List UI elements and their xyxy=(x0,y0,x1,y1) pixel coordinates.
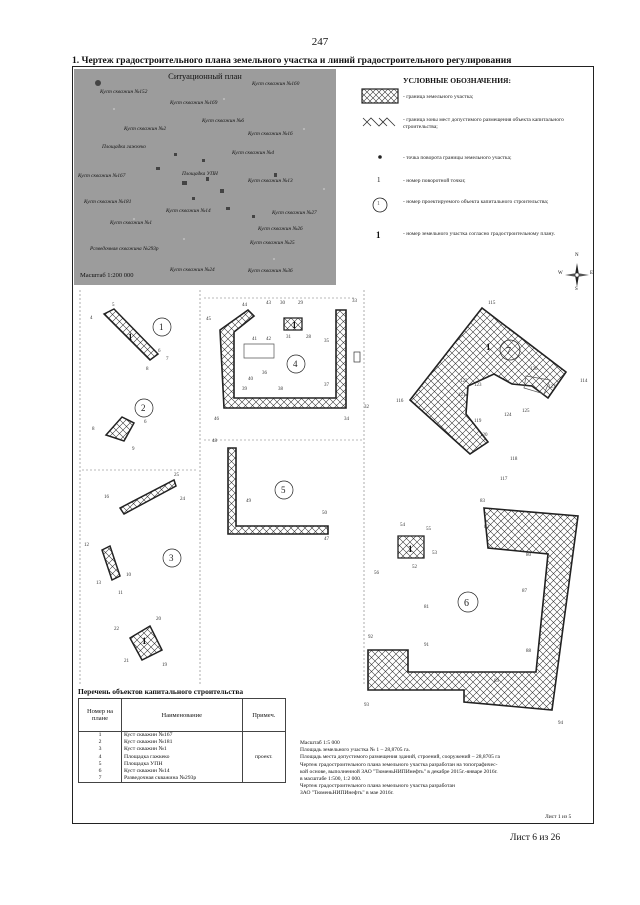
plan-4-number: 4 xyxy=(293,359,298,369)
plan-6-number: 6 xyxy=(464,598,469,609)
note-line: кой основе, выполненной ЗАО "ТюменьНИПИнефть" в декабре 2015г.-январе 2016г. xyxy=(300,768,498,775)
table-cell: 6 xyxy=(98,767,102,774)
legend-item: - граница зоны мест допустимого размещения объекта капитального строительства; xyxy=(403,117,564,130)
sit-label: Куст скважин №26 xyxy=(258,226,303,232)
situational-plan-title: Ситуационный план xyxy=(168,71,242,81)
svg-text:38: 38 xyxy=(278,387,283,392)
objects-table-title: Перечень объектов капитального строительства xyxy=(78,687,244,696)
page-number: 247 xyxy=(311,36,329,48)
legend-zone-symbol xyxy=(363,118,395,126)
svg-text:53: 53 xyxy=(432,551,437,556)
svg-text:40: 40 xyxy=(248,377,253,382)
svg-text:32: 32 xyxy=(364,405,369,410)
sit-label: Площадка УПН xyxy=(182,171,218,177)
note-line: Чертеж градостроительного плана земельного участка разработан на топографичес- xyxy=(300,761,498,768)
svg-text:87: 87 xyxy=(522,589,527,594)
note-line: Масштаб 1:5 000 xyxy=(300,740,340,746)
svg-text:118: 118 xyxy=(510,457,518,462)
svg-text:50: 50 xyxy=(322,511,327,516)
plan-3 xyxy=(84,473,186,668)
svg-text:82: 82 xyxy=(484,525,489,530)
note-line: Площадь земельного участка № 1 – 28,8705 га. xyxy=(300,747,410,754)
table-cell: 3 xyxy=(98,746,102,753)
sit-label: Площадка гажкеко xyxy=(102,144,146,150)
svg-text:5: 5 xyxy=(112,303,115,308)
svg-text:39: 39 xyxy=(242,387,247,392)
table-cell: 4 xyxy=(98,753,102,760)
header-number: Номер на плане xyxy=(79,699,122,732)
sit-label: Разведочная скважина №293р xyxy=(90,246,159,252)
svg-text:25: 25 xyxy=(174,473,179,478)
svg-text:127: 127 xyxy=(548,385,556,390)
sheet-info: Лист 1 из 5 xyxy=(545,814,572,820)
svg-text:43: 43 xyxy=(266,301,271,306)
sit-label: Куст скважин №13 xyxy=(248,178,293,184)
svg-text:54: 54 xyxy=(400,523,405,528)
svg-text:80: 80 xyxy=(526,553,531,558)
numbers-column xyxy=(79,732,122,783)
plan-6-site: 1 xyxy=(408,544,413,554)
plan-5-number: 5 xyxy=(281,485,286,495)
svg-text:122: 122 xyxy=(460,379,468,384)
sit-label: Куст скважин №27 xyxy=(272,210,317,216)
legend-item: - номер проектируемого объекта капитального строительства; xyxy=(403,199,549,205)
svg-text:34: 34 xyxy=(344,417,349,422)
svg-text:114: 114 xyxy=(580,379,588,384)
plan-4-site: 1 xyxy=(292,320,297,330)
legend-object-number-text: 1 xyxy=(377,201,380,207)
svg-text:30: 30 xyxy=(280,301,285,306)
svg-text:4: 4 xyxy=(90,316,93,321)
note-cell: проект. xyxy=(242,732,285,783)
plan-2-number: 2 xyxy=(141,403,146,413)
legend-item: - граница земельного участка; xyxy=(403,94,474,100)
svg-text:41: 41 xyxy=(252,337,257,342)
svg-text:47: 47 xyxy=(324,537,329,542)
compass-e: E xyxy=(590,271,594,276)
svg-text:120: 120 xyxy=(480,433,488,438)
sit-label: Куст скважин №181 xyxy=(84,199,132,205)
svg-text:29: 29 xyxy=(298,301,303,306)
svg-text:121: 121 xyxy=(458,393,466,398)
svg-text:93: 93 xyxy=(364,703,369,708)
sit-label: Куст скважин №152 xyxy=(100,89,148,95)
header-name: Наименование xyxy=(121,699,242,732)
svg-text:123: 123 xyxy=(474,383,482,388)
svg-text:45: 45 xyxy=(206,317,211,322)
legend-land-boundary-symbol xyxy=(362,89,398,103)
plan-2 xyxy=(92,399,153,452)
sit-label: Куст скважин №2 xyxy=(124,126,167,132)
svg-text:22: 22 xyxy=(114,627,119,632)
svg-text:6: 6 xyxy=(144,420,147,425)
sit-label: Куст скважин №16 xyxy=(248,131,293,137)
compass-w: W xyxy=(558,271,563,276)
svg-text:36: 36 xyxy=(262,371,267,376)
objects-table xyxy=(78,698,286,783)
svg-text:13: 13 xyxy=(96,581,101,586)
table-cell: Куст скважин №167 xyxy=(123,732,173,738)
sit-label: Куст скважин №25 xyxy=(250,240,295,246)
table-cell: Площадка гажкеко xyxy=(123,753,170,760)
note-line: ЗАО "ТюменьНИПИнефть" в мае 2016г. xyxy=(300,790,394,797)
svg-text:10: 10 xyxy=(126,573,131,578)
legend-item: - номер поворотной точки; xyxy=(403,178,466,184)
svg-text:83: 83 xyxy=(480,499,485,504)
page-footer: Лист 6 из 26 xyxy=(510,833,561,843)
plan-7-number: 7 xyxy=(506,346,511,357)
svg-text:24: 24 xyxy=(180,497,185,502)
plan-1-site: 1 xyxy=(128,332,133,342)
legend-turning-point-symbol xyxy=(378,155,382,159)
svg-text:8: 8 xyxy=(92,427,95,432)
svg-text:126: 126 xyxy=(530,367,538,372)
svg-text:56: 56 xyxy=(374,571,379,576)
table-cell: Куст скважин №14 xyxy=(123,767,170,774)
sit-label: Куст скважин №24 xyxy=(170,267,215,273)
plan-5 xyxy=(212,439,330,542)
table-cell: 7 xyxy=(98,775,102,782)
svg-text:6: 6 xyxy=(158,349,161,354)
compass-n: N xyxy=(575,253,579,258)
svg-text:94: 94 xyxy=(558,721,563,726)
plan-7 xyxy=(396,301,588,482)
svg-text:12: 12 xyxy=(84,543,89,548)
svg-text:21: 21 xyxy=(124,659,129,664)
table-cell: 5 xyxy=(98,760,102,767)
table-cell: Куст скважин №181 xyxy=(123,739,173,746)
svg-text:81: 81 xyxy=(424,605,429,610)
table-cell: Разведочная скважина №293р xyxy=(123,775,197,782)
plan-1 xyxy=(90,303,171,372)
svg-text:16: 16 xyxy=(104,495,109,500)
table-cell: Куст скважин №1 xyxy=(123,746,167,753)
svg-text:91: 91 xyxy=(424,643,429,648)
drawing-notes xyxy=(300,740,590,798)
svg-text:116: 116 xyxy=(396,399,404,404)
svg-text:11: 11 xyxy=(118,591,123,596)
table-cell: Площадка УПН xyxy=(123,760,163,767)
situational-plan-scale: Масштаб 1:200 000 xyxy=(80,272,134,279)
svg-text:8: 8 xyxy=(146,367,149,372)
svg-text:31: 31 xyxy=(286,335,291,340)
svg-text:19: 19 xyxy=(162,663,167,668)
note-line: Чертеж градостроительного плана земельного участка разработан xyxy=(300,783,455,790)
sit-label: Куст скважин №160 xyxy=(252,81,300,87)
legend-point-number-symbol: 1 xyxy=(377,176,381,184)
svg-text:119: 119 xyxy=(474,419,482,424)
svg-text:7: 7 xyxy=(166,357,169,362)
svg-text:46: 46 xyxy=(214,417,219,422)
compass-rose-icon xyxy=(562,260,592,290)
svg-text:92: 92 xyxy=(368,635,373,640)
svg-text:37: 37 xyxy=(324,383,329,388)
legend-title: УСЛОВНЫЕ ОБОЗНАЧЕНИЯ: xyxy=(403,76,511,85)
situational-plan xyxy=(74,69,336,285)
legend-item: - номер земельного участка согласно градостроительному плану. xyxy=(403,231,556,237)
svg-text:49: 49 xyxy=(246,499,251,504)
drawing-title: 1. Чертеж градостроительного плана земельного участка и линий градостроительного регулирования xyxy=(72,56,512,66)
svg-text:117: 117 xyxy=(500,477,508,482)
plan-7-site: 1 xyxy=(486,342,491,352)
svg-text:52: 52 xyxy=(412,565,417,570)
svg-text:115: 115 xyxy=(488,301,496,306)
svg-text:42: 42 xyxy=(266,337,271,342)
svg-text:20: 20 xyxy=(156,617,161,622)
plan-3-site: 1 xyxy=(142,636,147,646)
svg-text:9: 9 xyxy=(132,447,135,452)
sit-label: Куст скважин №167 xyxy=(78,173,126,179)
svg-text:88: 88 xyxy=(526,649,531,654)
sit-label: Куст скважин №36 xyxy=(248,268,293,274)
svg-text:28: 28 xyxy=(306,335,311,340)
sit-label: Куст скважин №1 xyxy=(110,220,153,226)
svg-text:89: 89 xyxy=(494,679,499,684)
sit-label: Куст скважин №169 xyxy=(170,100,218,106)
svg-text:124: 124 xyxy=(504,413,512,418)
plan-4 xyxy=(206,299,370,422)
sit-label: Куст скважин №4 xyxy=(232,150,275,156)
header-note: Примеч. xyxy=(242,699,285,732)
svg-text:33: 33 xyxy=(352,299,357,304)
svg-text:48: 48 xyxy=(212,439,217,444)
sit-label: Куст скважин №14 xyxy=(166,208,211,214)
plan-1-number: 1 xyxy=(159,322,164,332)
table-cell: 2 xyxy=(98,739,102,746)
legend-site-number-symbol: 1 xyxy=(376,230,381,240)
svg-text:35: 35 xyxy=(324,339,329,344)
note-line: Площадь места допустимого размещения зданий, строений, сооружений – 28,8705 га xyxy=(300,754,500,761)
legend-item: - точка поворота границы земельного участка; xyxy=(403,155,512,161)
plan-3-number: 3 xyxy=(169,553,174,563)
table-cell: 1 xyxy=(98,732,102,738)
sit-label: Куст скважин №6 xyxy=(202,118,245,124)
legend-object-number-symbol xyxy=(373,198,387,212)
svg-text:125: 125 xyxy=(522,409,530,414)
names-column xyxy=(121,732,242,783)
svg-text:44: 44 xyxy=(242,303,247,308)
note-line: в масштабе 1:500, 1:2 000. xyxy=(300,776,362,783)
svg-text:55: 55 xyxy=(426,527,431,532)
compass-s: S xyxy=(575,287,578,292)
